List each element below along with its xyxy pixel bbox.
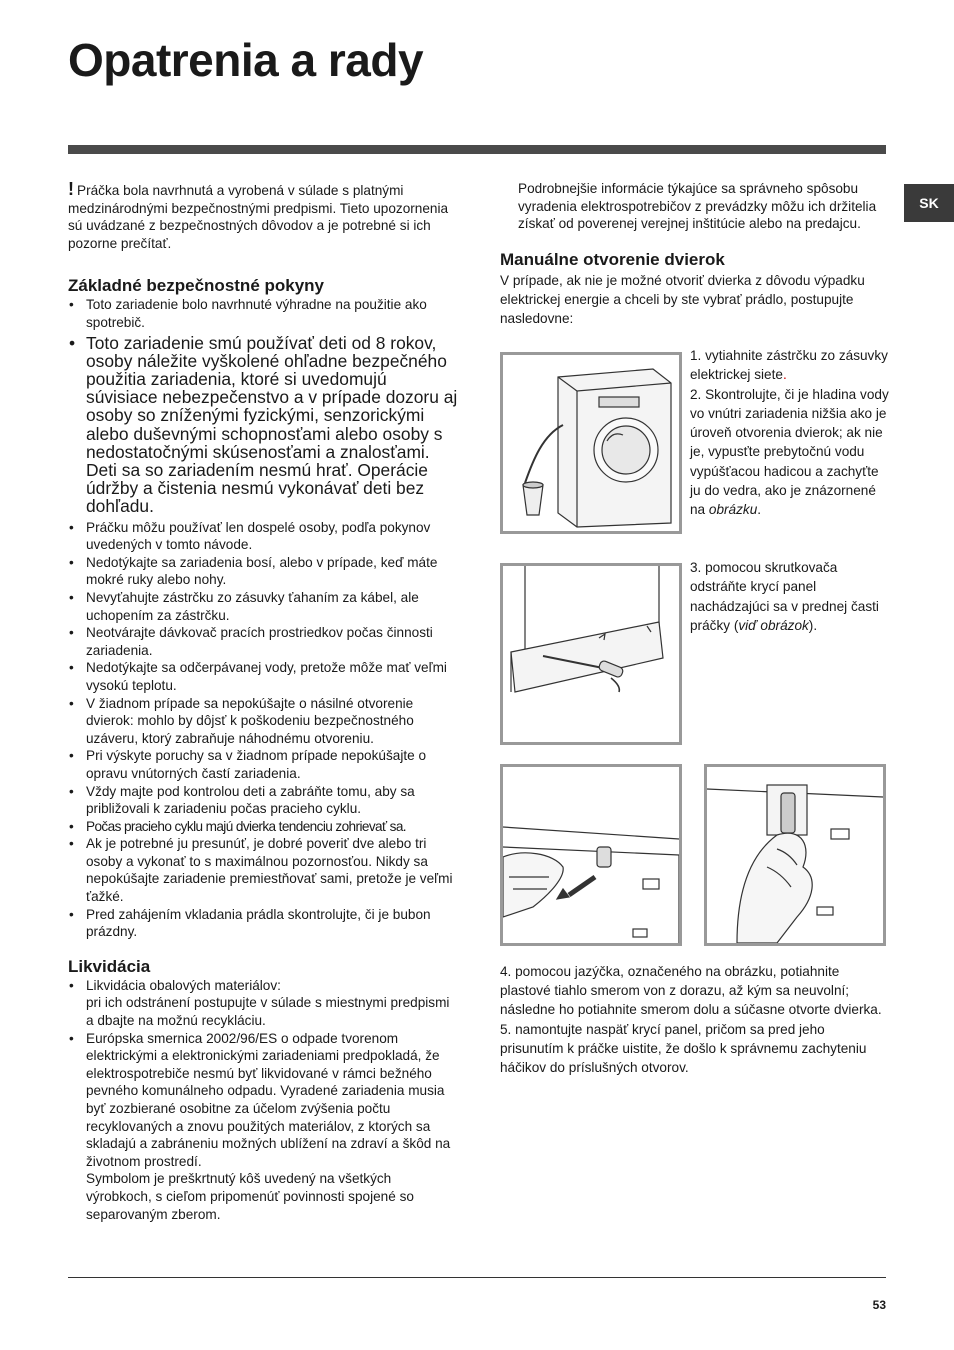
basic-safety-heading: Základné bezpečnostné pokyny (68, 276, 325, 296)
list-item (68, 977, 458, 1030)
disposal-heading: Likvidácia (68, 956, 151, 976)
list-item: • Práčku môžu používať len dospelé osoby, podľa pokynov uvedených v tomto návode. (68, 519, 458, 554)
list-item: • Počas pracieho cyklu majú dvierka tendenciu zohrievať sa. (68, 818, 458, 836)
list-item: • Neotvárajte dávkovač pracích prostriedkov počas činnosti zariadenia. (68, 624, 458, 659)
disposal-item-text: • Európska smernica 2002/96/ES o odpade tvorenom elektrickými a elektronickými zariadeniami predpokladá, že elektrospotrebiče nesmú byť likvidované v rámci bežného pevného komunálneho odpadu. Vyradené zariadenia musia byť zozbierané osobitne za účelom zvýšenia počtu recyklovaných a znovu použitých materiálov, z ktorých sa skladajú a zabráneniu možných ublížení na zdraví a škôd na životnom prostredí. (86, 1030, 451, 1169)
steps-4-5 (500, 962, 890, 1077)
list-item (68, 1030, 458, 1224)
footer-rule (68, 1277, 886, 1278)
grip-tab-illustration (704, 764, 886, 946)
disposal-info-paragraph: Podrobnejšie informácie týkajúce sa správneho spôsobu vyradenia elektrospotrebičov z prevádzky môžu ich držitelia získať od poverenej verejnej inštitúcie alebo na predajcu. (518, 181, 877, 231)
list-item: • Nevyťahujte zástrčku zo zásuvky ťahaním za kábel, ale uchopením za zástrčku. (68, 589, 458, 624)
header-rule (68, 145, 886, 154)
list-item: • V žiadnom prípade sa nepokúšajte o násilné otvorenie dvierok: mohlo by dôjsť k poškodeniu bezpečnostného uzáveru, ktorý zabraňuje náhodnému otvoreniu. (68, 695, 458, 748)
cover-panel-removal-illustration (500, 563, 682, 745)
list-item: • Vždy majte pod kontrolou deti a zabráňte tomu, aby sa približovali k zariadeniu počas pracieho cyklu. (68, 783, 458, 818)
step-3-end: ). (808, 617, 818, 633)
right-column (500, 180, 890, 328)
washing-machine-drain-illustration (500, 352, 682, 534)
step-3-figure-ref: viď obrázok (738, 617, 809, 633)
pull-tab-illustration (500, 764, 682, 946)
step-2-text: 2. Skontrolujte, či je hladina vody vo vnútri zariadenia nižšia ako je úroveň otvorenia dvierok; ak nie je, vypusťte prebytočnú vodu vypúšťacou hadicou a zachyťte ju do vedra, ako je znázornené na (690, 386, 889, 518)
language-tab: SK (904, 184, 954, 222)
page-number: 53 (872, 1298, 886, 1312)
intro-paragraph (68, 179, 458, 252)
step-3-main: 3. pomocou skrutkovača odstráňte krycí panel nachádzajúci sa v prednej časti práčky ( (690, 560, 879, 633)
step-2-end: . (757, 502, 762, 518)
disposal-item-text: pri ich odstránení postupujte v súlade s miestnymi predpismi a dbajte na možnú recykláciu. (86, 995, 450, 1029)
list-item: • Pri výskyte poruchy sa v žiadnom prípade nepokúšajte o opravu vnútorných častí zariadenia. (68, 747, 458, 782)
warning-icon: ! (68, 179, 74, 199)
step-3-text (690, 558, 890, 635)
step-5-text: 5. namontujte naspäť krycí panel, pričom sa pred jeho prisunutím k práčke uistite, že došlo k správnemu zachyteniu háčikov do príslušných otvorov. (500, 1021, 867, 1076)
list-item: • Toto zariadenie bolo navrhnuté výhradne na použitie ako spotrebič. (68, 296, 458, 331)
list-item: • Toto zariadenie smú používať deti od 8 rokov, osoby náležite vyškolené ohľadne bezpečného použitia zariadenia, ktoré si uvedomujú súvisiace nebezpečenstvo a v prípade dozoru aj osoby so zníženými fyzickými, senzorickými alebo duševnými schopnosťami alebo osoby s nedostatočnými skúsenosťami a znalosťami. Deti sa so zariadením nesmú hrať. Operácie údržby a čistenia nesmú vykonávať deti bez dohľadu. (68, 334, 458, 516)
list-item: • Ak je potrebné ju presunúť, je dobré poveriť dve alebo tri osoby a vykonať to s maximálnou pozornosťou. Nikdy sa nepokúšajte zariadenie premiestňovať sami, pretože je veľmi ťažké. (68, 835, 458, 905)
manual-opening-description: V prípade, ak nie je možné otvoriť dvierka z dôvodu výpadku elektrickej energie a chceli by ste vybrať prádlo, postupujte nasledovne: (500, 272, 865, 326)
step-4-text: 4. pomocou jazýčka, označeného na obrázku, potiahnite plastové tiahlo smerom von z dorazu, až kým sa neuvolní; následne ho potiahnite smerom dolu a súčasne otvorte dvierka. (500, 964, 882, 1018)
left-column (68, 179, 458, 1223)
page-title: Opatrenia a rady (68, 34, 424, 86)
disposal-list (68, 977, 458, 1223)
intro-text: Práčka bola navrhnutá a vyrobená v súlade s platnými medzinárodnými bezpečnostnými predpismi. Tieto upozornenia sú uvádzané z bezpečnostných dôvodov a je potrebné si ich pozorne prečítať. (68, 183, 449, 251)
list-item: • Nedotýkajte sa zariadenia bosí, alebo v prípade, keď máte mokré ruky alebo nohy. (68, 554, 458, 589)
step-2-figure-ref: obrázku (708, 502, 758, 518)
step-1-text: 1. vytiahnite zástrčku zo zásuvky elektrickej siete (690, 348, 888, 383)
list-item: • Pred zahájením vkladania prádla skontrolujte, či je bubon prázdny. (68, 906, 458, 941)
disposal-item-text: Symbolom je preškrtnutý kôš uvedený na všetkých výrobkoch, s cieľom pripomenúť povinnosti spojené so separovaným zberom. (86, 1171, 414, 1222)
manual-opening-heading: Manuálne otvorenie dvierok (500, 249, 725, 269)
step-1-2-text (690, 346, 890, 520)
step-1-end: . (782, 367, 787, 383)
disposal-item-title: • Likvidácia obalových materiálov: (86, 977, 281, 993)
basic-safety-list (68, 296, 458, 940)
list-item: • Nedotýkajte sa odčerpávanej vody, pretože môže mať veľmi vysokú teplotu. (68, 659, 458, 694)
